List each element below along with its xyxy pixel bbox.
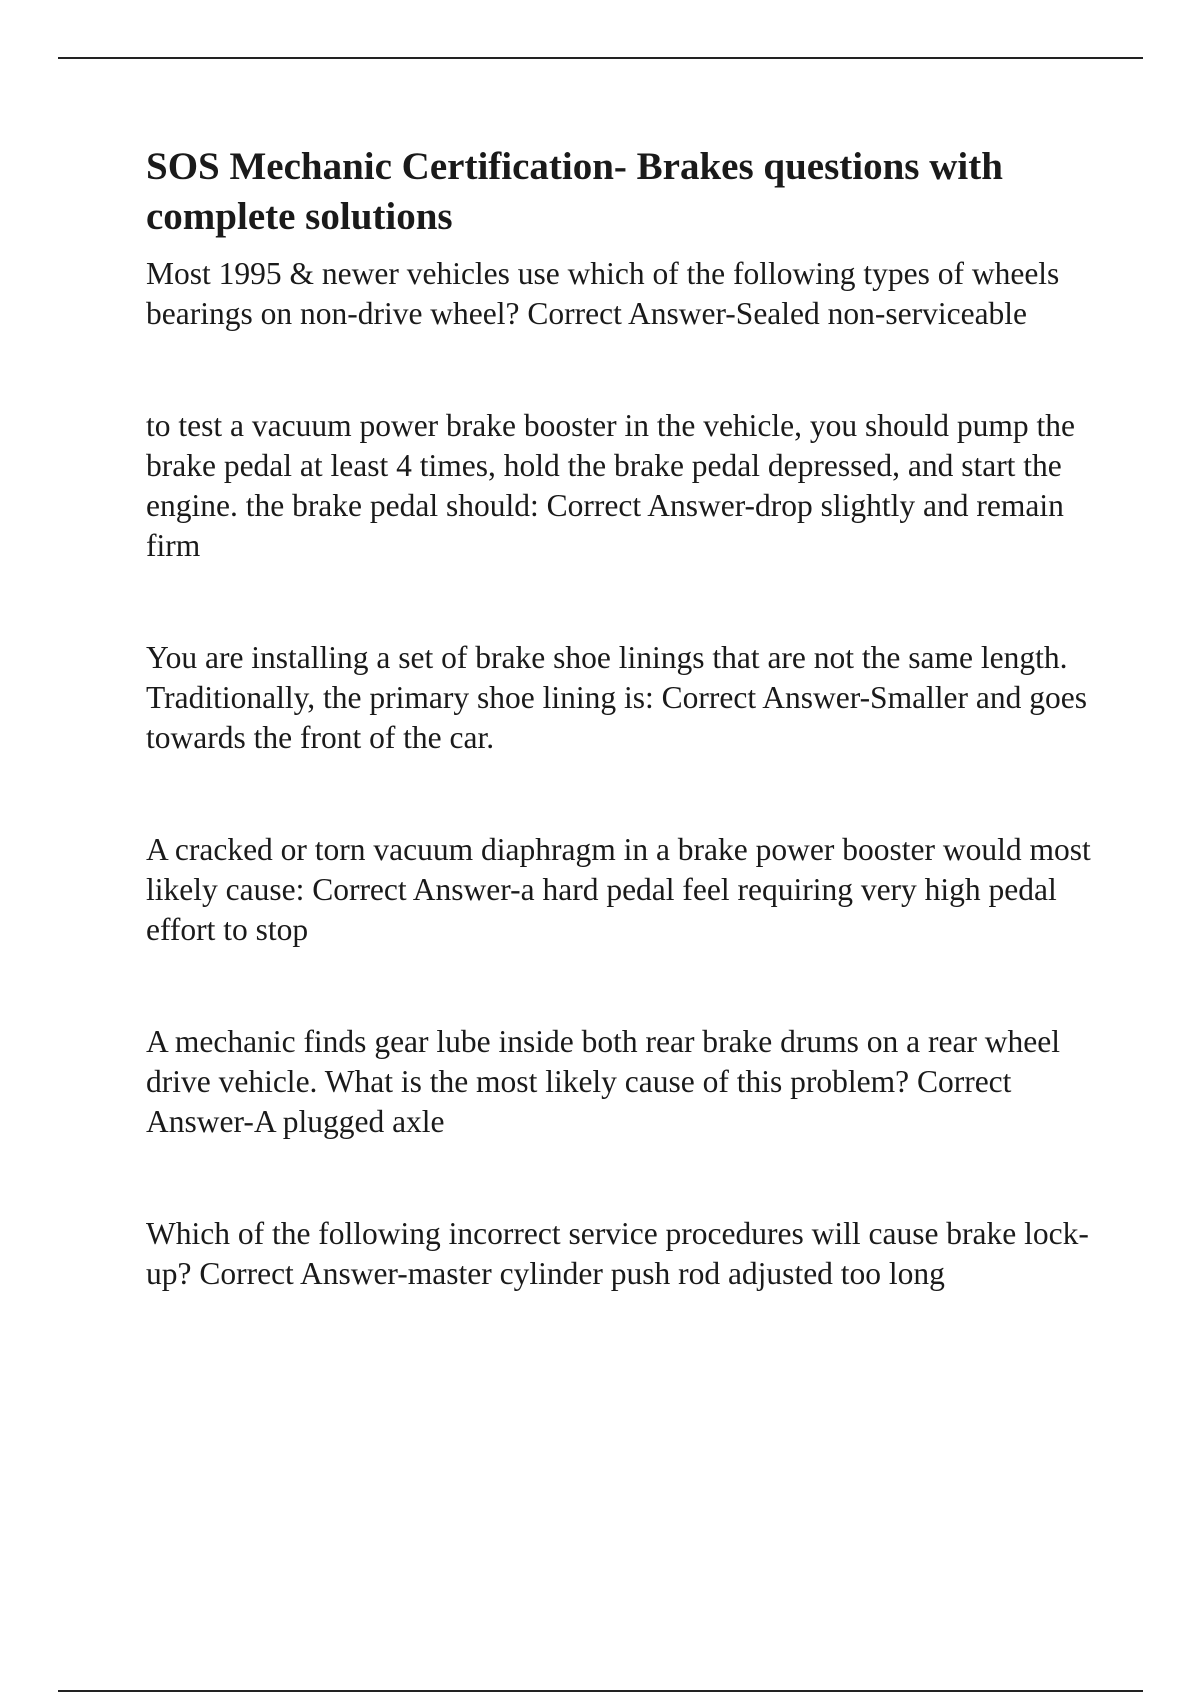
question-answer-2: to test a vacuum power brake booster in the vehicle, you should pump the brake pedal at least 4 times, hold the brake pedal depressed, and start the engine. the brake pedal should: Correct Answer-drop slightly and remain firm: [146, 408, 1076, 563]
footer-divider: [58, 1690, 1143, 1692]
document-body: [146, 142, 1096, 1294]
question-answer-4: A cracked or torn vacuum diaphragm in a brake power booster would most likely cause: Correct Answer-a hard pedal feel requiring very high pedal effort to stop: [146, 832, 1091, 947]
header-divider: [58, 57, 1143, 59]
question-answer-3: You are installing a set of brake shoe linings that are not the same length. Traditionally, the primary shoe lining is: Correct Answer-Smaller and goes towards the front of the car.: [146, 640, 1088, 755]
document-title: SOS Mechanic Certification- Brakes questions with complete solutions: [146, 145, 1003, 238]
question-answer-1: Most 1995 & newer vehicles use which of the following types of wheels bearings on non-drive wheel? Correct Answer-Sealed non-serviceable: [146, 256, 1060, 331]
question-answer-6: Which of the following incorrect service procedures will cause brake lock-up? Correct Answer-master cylinder push rod adjusted too long: [146, 1216, 1089, 1291]
question-answer-5: A mechanic finds gear lube inside both rear brake drums on a rear wheel drive vehicle. What is the most likely cause of this problem? Correct Answer-A plugged axle: [146, 1024, 1061, 1139]
